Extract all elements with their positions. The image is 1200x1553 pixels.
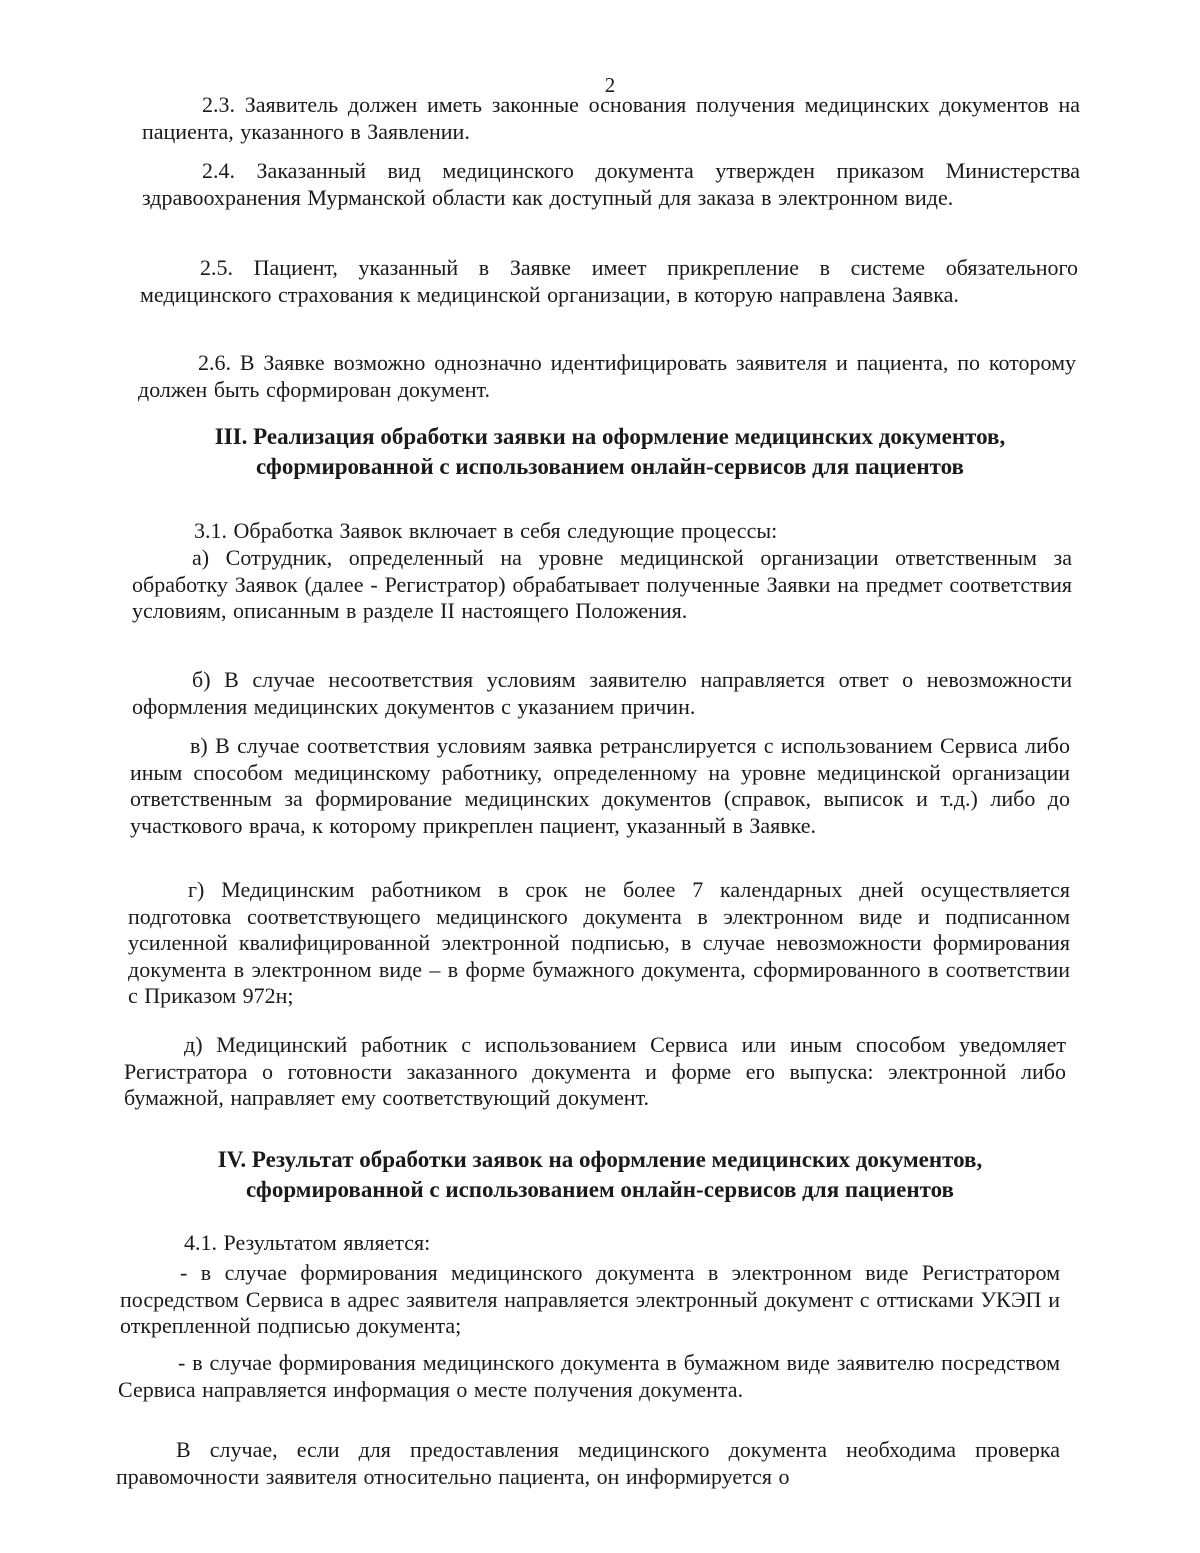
list-item-a: а) Сотрудник, определенный на уровне медицинской организации ответственным за обработку Заявок (далее - Регистратор) обрабатывает полученные Заявки на предмет соответствия условиям, описанным в разделе II настоящего Положения. [132,545,1072,623]
list-item-g: г) Медицинским работником в срок не более 7 календарных дней осуществляется подготовка соответствующего медицинского документа в электронном виде и подписанном усиленной квалифицированной электронной подписью, в случае невозможности формирования документа в электронном виде – в форме бумажного документа, сформированного в соответствии с Приказом 972н; [128,877,1070,1008]
paragraph-2-6: 2.6. В Заявке возможно однозначно идентифицировать заявителя и пациента, по которому должен быть сформирован документ. [138,350,1076,402]
page-number: 2 [604,73,616,97]
list-item-d: д) Медицинский работник с использованием Сервиса или иным способом уведомляет Регистратора о готовности заказанного документа и форме его выпуска: электронной либо бумажной, направляет ему соответствующий документ. [124,1032,1066,1110]
list-item-v: в) В случае соответствия условиям заявка ретранслируется с использованием Сервиса либо иным способом медицинскому работнику, определенному на уровне медицинской организации ответственным за формирование медицинских документов (справок, выписок и т.д.) либо до участкового врача, к которому прикреплен пациент, указанный в Заявке. [130,733,1070,838]
section-3-heading-line1: III. Реализация обработки заявки на оформление медицинских документов, [214,424,1006,449]
paragraph-3-1: 3.1. Обработка Заявок включает в себя следующие процессы: [194,518,778,543]
closing-paragraph: В случае, если для предоставления медицинского документа необходима проверка правомочности заявителя относительно пациента, он информируется о [116,1437,1060,1489]
dash-item-2: - в случае формирования медицинского документа в бумажном виде заявителю посредством Сервиса направляется информация о месте получения документа. [118,1350,1060,1402]
section-4-heading-line1: IV. Результат обработки заявок на оформление медицинских документов, [217,1147,983,1172]
paragraph-4-1: 4.1. Результатом является: [184,1230,431,1255]
section-4-heading [140,1145,1060,1205]
dash-item-1: - в случае формирования медицинского документа в электронном виде Регистратором посредством Сервиса в адрес заявителя направляется электронный документ с оттисками УКЭП и открепленной подписью документа; [120,1260,1060,1338]
list-item-b: б) В случае несоответствия условиям заявителю направляется ответ о невозможности оформления медицинских документов с указанием причин. [132,667,1072,719]
paragraph-2-5: 2.5. Пациент, указанный в Заявке имеет прикрепление в системе обязательного медицинского страхования к медицинской организации, в которую направлена Заявка. [140,255,1078,307]
paragraph-2-3: 2.3. Заявитель должен иметь законные основания получения медицинских документов на пациента, указанного в Заявлении. [142,92,1080,144]
section-3-heading-line2: сформированной с использованием онлайн-сервисов для пациентов [256,454,964,479]
section-4-heading-line2: сформированной с использованием онлайн-сервисов для пациентов [246,1177,954,1202]
paragraph-2-4: 2.4. Заказанный вид медицинского документа утвержден приказом Министерства здравоохранения Мурманской области как доступный для заказа в электронном виде. [142,158,1080,210]
section-3-heading [150,422,1070,482]
